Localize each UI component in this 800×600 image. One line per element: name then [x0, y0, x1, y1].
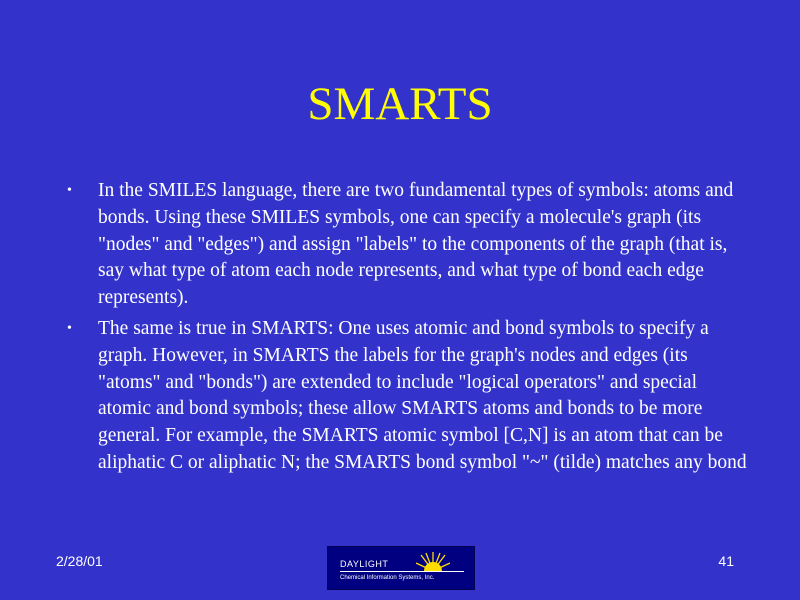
daylight-logo — [327, 546, 475, 590]
logo-name: DAYLIGHT — [340, 559, 389, 569]
bullet-text: The same is true in SMARTS: One uses atomic and bond symbols to specify a graph. However, in SMARTS the labels for the graph's nodes and edges (its "atoms" and "bonds") are extended to include "logical operators" and special atomic and bond symbols; these allow SMARTS atoms and bonds to be more general. For example, the SMARTS atomic symbol [C,N] is an atom that can be aliphatic C or aliphatic N; the SMARTS bond symbol "~" (tilde) matches any bond — [98, 317, 747, 473]
bullet-list — [67, 178, 747, 481]
footer-date: 2/28/01 — [56, 553, 103, 569]
sun-icon — [416, 551, 450, 573]
logo-subtitle: Chemical Information Systems, Inc. — [340, 575, 435, 581]
logo-divider — [340, 571, 464, 572]
bullet-icon: • — [67, 320, 72, 336]
bullet-item — [67, 316, 747, 477]
bullet-item — [67, 178, 747, 312]
slide-title: SMARTS — [307, 78, 493, 130]
bullet-text: In the SMILES language, there are two fundamental types of symbols: atoms and bonds. Using these SMILES symbols, one can specify a molecule's graph (its "nodes" and "edges") and assign "labels" to the components of the graph (that is, say what type of atom each node represents, and what type of bond each edge represents). — [98, 180, 734, 309]
bullet-icon: • — [67, 183, 72, 198]
page-number: 41 — [718, 553, 734, 569]
